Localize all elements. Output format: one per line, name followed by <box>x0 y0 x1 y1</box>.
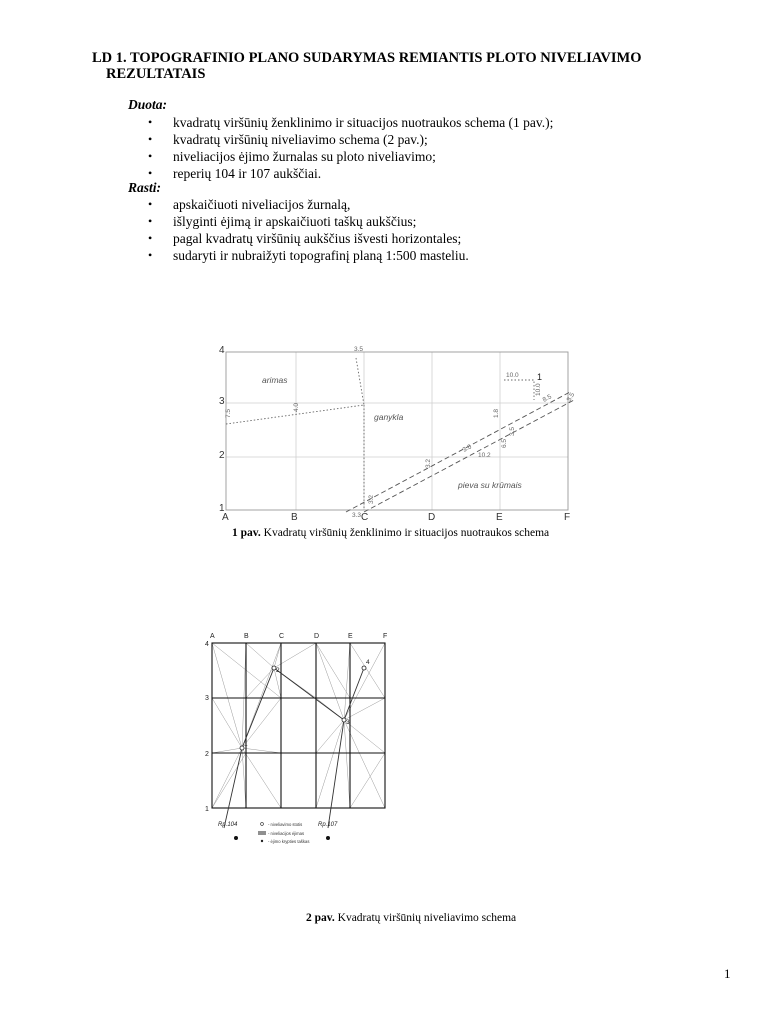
measurement-label: 10.2 <box>478 452 491 459</box>
measurement-label: 3.3 <box>352 512 362 519</box>
figure-2-leveling-schema <box>196 628 411 853</box>
title-line-2: REZULTATAIS <box>106 66 206 82</box>
row-label: 1 <box>205 806 209 813</box>
col-label: E <box>496 512 503 523</box>
row-label: 1 <box>219 503 225 514</box>
given-list <box>148 114 553 182</box>
list-item: • pagal kvadratų viršūnių aukščius išvesti horizontales; <box>148 230 469 247</box>
measurement-label: 3.5 <box>565 391 577 403</box>
find-list <box>148 196 469 264</box>
page-title <box>92 50 692 82</box>
row-label: 2 <box>205 751 209 758</box>
measurement-label: 3.2 <box>368 494 375 504</box>
find-heading: Rasti: <box>128 180 162 195</box>
measurement-label: 1.8 <box>493 408 500 418</box>
list-item: • apskaičiuoti niveliacijos žurnalą, <box>148 196 469 213</box>
legend <box>258 822 309 844</box>
point-label: 1 <box>537 372 543 382</box>
area-label: ganykla <box>374 412 404 422</box>
sight-lines <box>212 643 385 808</box>
measurement-label: 7.5 <box>225 408 232 418</box>
col-label: A <box>222 512 229 523</box>
title-line-1: LD 1. TOPOGRAFINIO PLANO SUDARYMAS REMIANTIS PLOTO NIVELIAVIMO <box>92 50 642 66</box>
measurement-label: 10.0 <box>506 372 519 379</box>
row-label: 2 <box>219 450 225 461</box>
measurement-label: 3.0 <box>461 443 473 454</box>
figure-2-caption-label: 2 pav. <box>306 912 335 924</box>
measurement-label: 3.2 <box>425 458 432 468</box>
row-label: 3 <box>205 695 209 702</box>
list-item: • reperių 104 ir 107 aukščiai. <box>148 165 553 182</box>
leveling-grid <box>212 643 385 808</box>
measurement-label: 6.5 <box>501 438 508 448</box>
col-label: A <box>210 633 215 640</box>
col-label: B <box>244 633 249 640</box>
station-label: 1 <box>244 741 248 748</box>
area-label: arimas <box>262 375 288 385</box>
legend-item: - niveliavimo stotis <box>268 822 303 827</box>
figure-1-situation-schema <box>218 340 578 525</box>
figure-1-caption-text: Kvadratų viršūnių ženklinimo ir situacijos nuotraukos schema <box>260 527 550 539</box>
leveling-traverse <box>224 668 364 828</box>
col-label: C <box>361 512 369 523</box>
figure-1-caption-label: 1 pav. <box>232 527 261 539</box>
col-label: B <box>291 512 298 523</box>
row-label: 4 <box>219 345 225 356</box>
road-lines <box>346 392 574 512</box>
measurement-label: 8.5 <box>541 393 553 404</box>
measurement-label: 10.0 <box>535 383 542 396</box>
measurement-label: 3.5 <box>354 346 364 353</box>
station-label: 3 <box>346 719 350 726</box>
list-item: • kvadratų viršūnių ženklinimo ir situacijos nuotraukos schema (1 pav.); <box>148 114 553 131</box>
list-item: • išlyginti ėjimą ir apskaičiuoti taškų aukščius; <box>148 213 469 230</box>
page-number: 1 <box>724 966 731 981</box>
col-label: F <box>564 512 571 523</box>
figure-2-caption-text: Kvadratų viršūnių niveliavimo schema <box>334 912 517 924</box>
row-label: 4 <box>205 641 209 648</box>
figure-2-caption <box>306 912 516 924</box>
figure-1-caption <box>232 527 549 539</box>
col-label: E <box>348 633 353 640</box>
legend-item: - niveliacijos ėjimas <box>268 831 305 836</box>
benchmark-label: Rp.107 <box>318 822 338 828</box>
row-label: 3 <box>219 396 225 407</box>
list-item: • kvadratų viršūnių niveliavimo schema (2 pav.); <box>148 131 553 148</box>
legend-item: - ėjimo krypties taškas <box>268 839 310 844</box>
col-label: D <box>314 633 320 640</box>
col-label: F <box>383 633 388 640</box>
station-label: 2 <box>276 667 280 674</box>
area-label: pieva su krūmais <box>458 480 522 490</box>
list-item: • niveliacijos ėjimo žurnalas su ploto niveliavimo; <box>148 148 553 165</box>
col-label: C <box>279 633 285 640</box>
measurement-label: 3.5 <box>509 426 516 436</box>
list-item: • sudaryti ir nubraižyti topografinį planą 1:500 masteliu. <box>148 247 469 264</box>
given-heading: Duota: <box>128 97 168 112</box>
station-label: 4 <box>366 659 370 666</box>
benchmark-label: Rp.104 <box>218 822 238 828</box>
col-label: D <box>428 512 436 523</box>
measurement-label: 4.0 <box>293 402 300 412</box>
